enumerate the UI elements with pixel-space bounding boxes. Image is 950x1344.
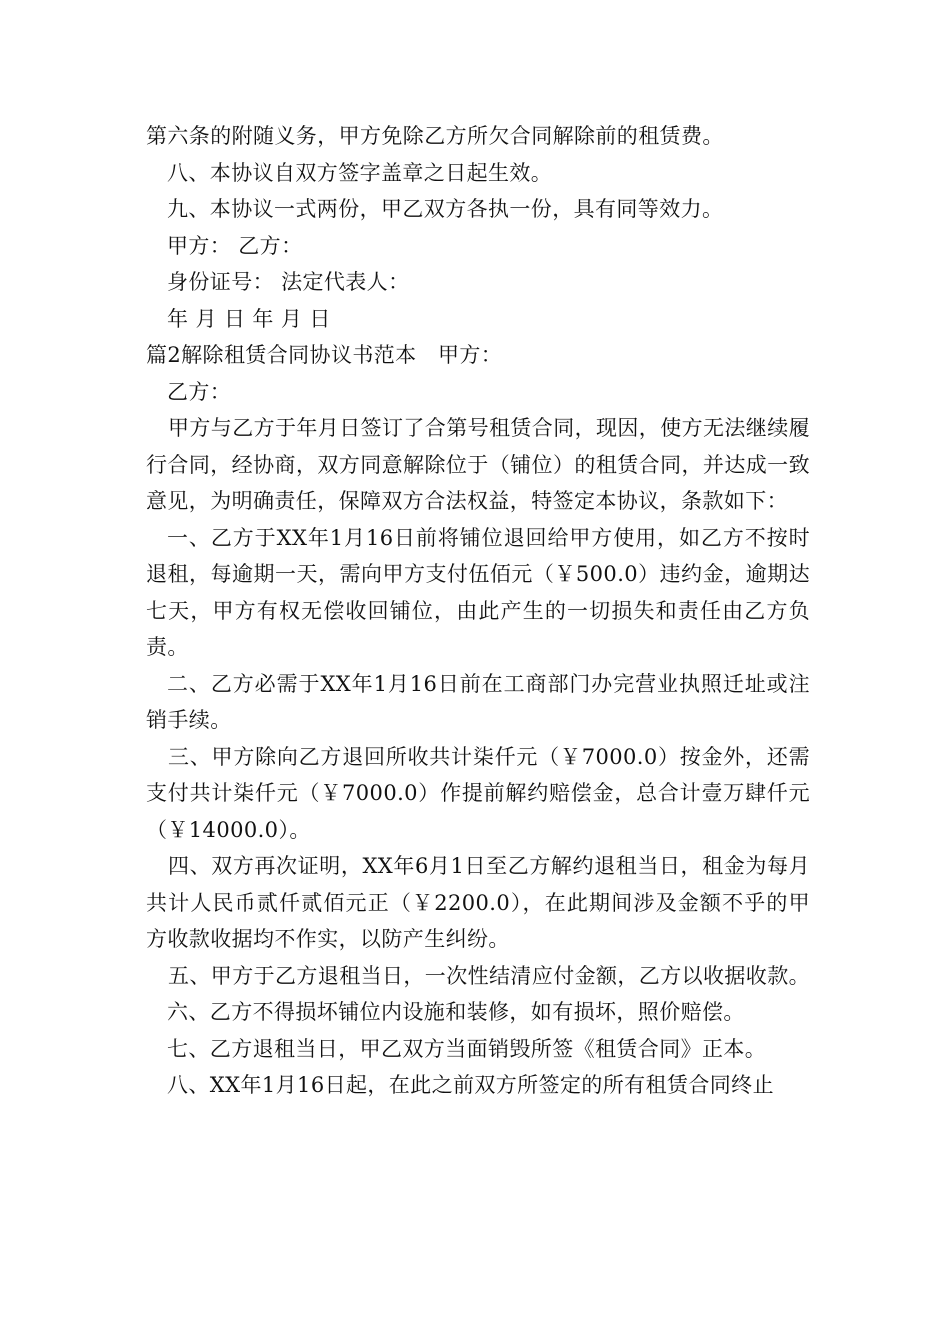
paragraph: 八、本协议自双方签字盖章之日起生效。 (167, 160, 553, 185)
section-heading: 篇2解除租赁合同协议书范本 甲方： (146, 343, 503, 367)
clause-5: 五、甲方于乙方退租当日，一次性结清应付金额，乙方以收据收款。 (168, 963, 810, 988)
paragraph: 九、本协议一式两份，甲乙双方各执一份，具有同等效力。 (167, 197, 724, 221)
clause-7: 七、乙方退租当日，甲乙双方当面销毁所签《租赁合同》正本。 (167, 1036, 767, 1061)
document-body (146, 118, 810, 1104)
clause-8: 八、XX年1月16日起，在此之前双方所签定的所有租赁合同终止 (167, 1073, 774, 1097)
clause-4: 四、双方再次证明，XX年6月1日至乙方解约退租当日，租金为每月共计人民币贰仟贰佰元正（￥2200.0），在此期间涉及金额不乎的甲方收款收据均不作实，以防产生纠纷。 (146, 854, 810, 951)
paragraph: 甲方与乙方于年月日签订了合第号租赁合同，现因，使方无法继续履行合同，经协商，双方同意解除位于（铺位）的租赁合同，并达成一致意见，为明确责任，保障双方合法权益，特签定本协议，条款如下： (146, 416, 810, 513)
signature-id-line: 身份证号： 法定代表人： (167, 270, 410, 294)
clause-1: 一、乙方于XX年1月16日前将铺位退回给甲方使用，如乙方不按时退租，每逾期一天，需向甲方支付伍佰元（￥500.0）违约金，逾期达七天，甲方有权无偿收回铺位，由此产生的一切损失和责任由乙方负责。 (146, 525, 810, 659)
party-b-line: 乙方： (167, 379, 232, 404)
clause-6: 六、乙方不得损坏铺位内设施和装修，如有损坏，照价赔偿。 (167, 1000, 745, 1024)
clause-3: 三、甲方除向乙方退回所收共计柒仟元（￥7000.0）按金外，还需支付共计柒仟元（￥7000.0）作提前解约赔偿金，总合计壹万肆仟元（￥14000.0）。 (146, 744, 810, 842)
paragraph: 第六条的附随义务，甲方免除乙方所欠合同解除前的租赁费。 (146, 124, 724, 148)
signature-parties-line: 甲方： 乙方： (167, 233, 303, 258)
clause-2: 二、乙方必需于XX年1月16日前在工商部门办完营业执照迁址或注销手续。 (146, 671, 810, 732)
signature-date-line: 年 月 日 年 月 日 (167, 306, 331, 331)
